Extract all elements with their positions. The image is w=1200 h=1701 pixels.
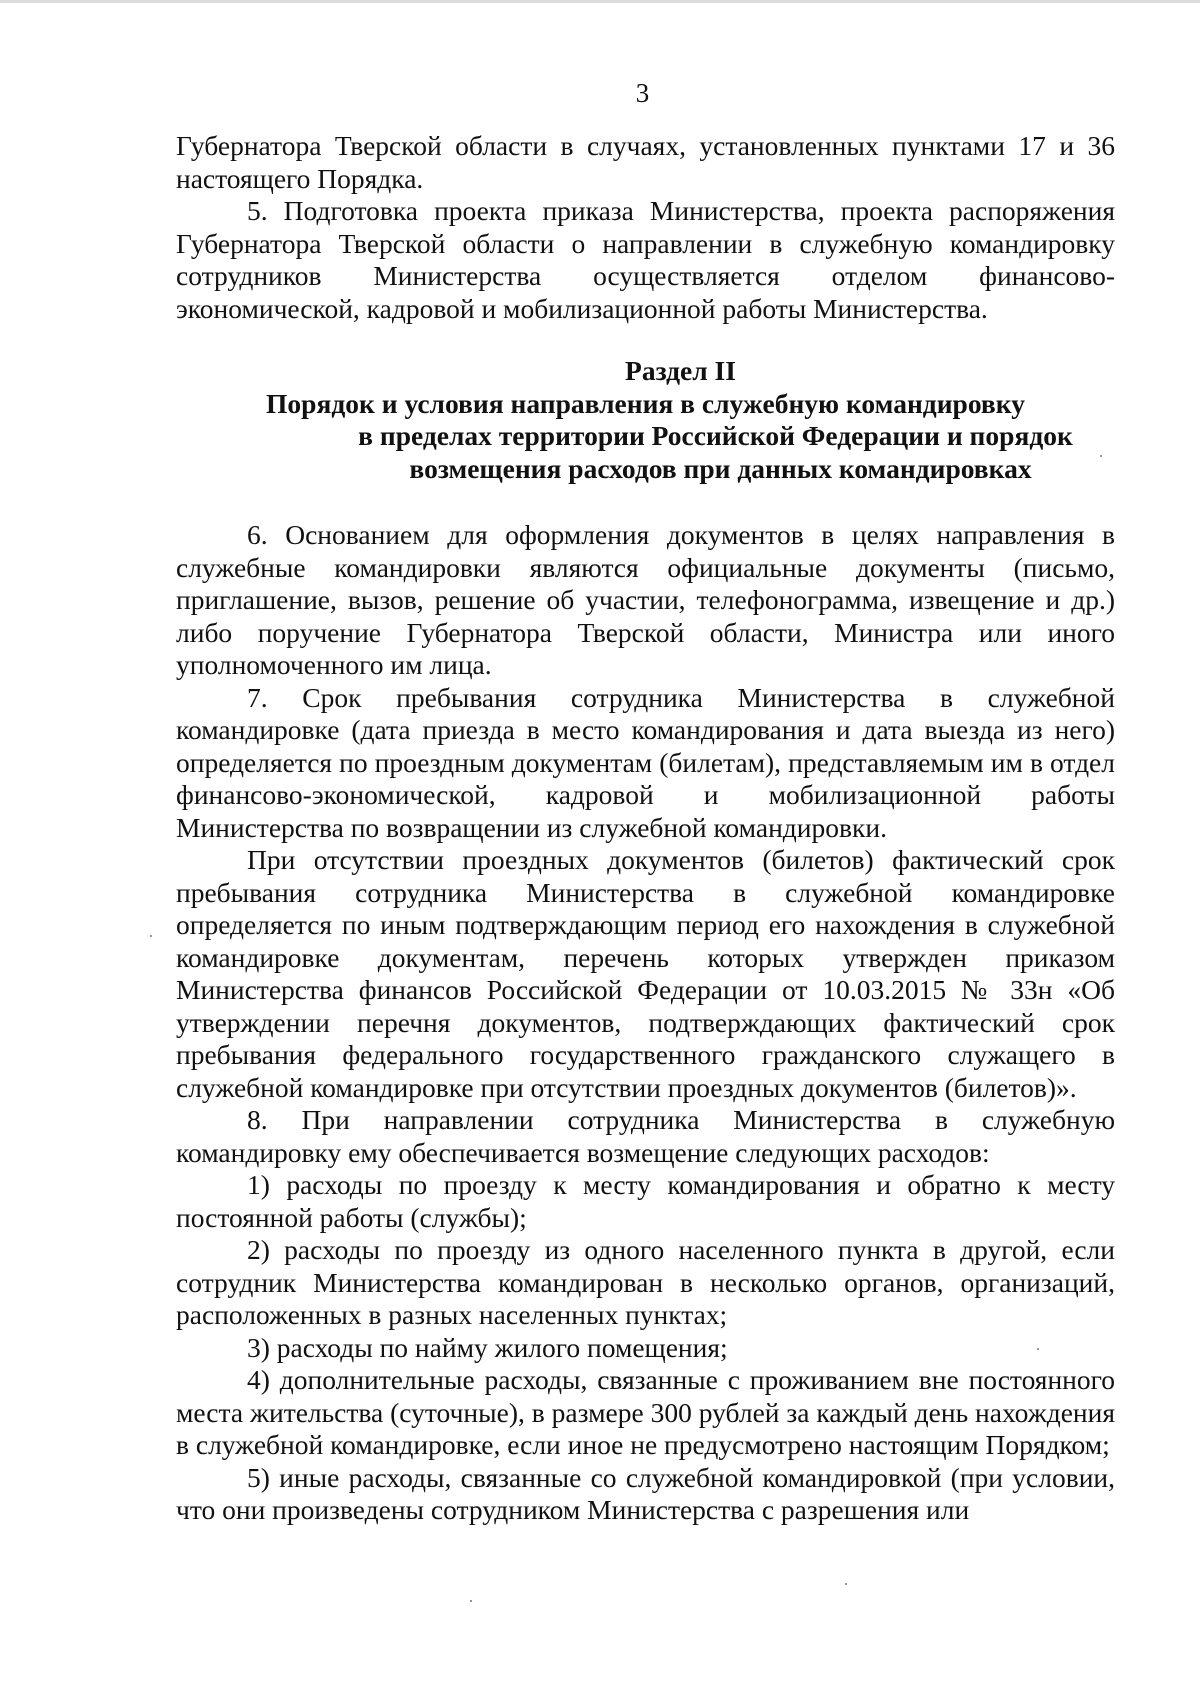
section-number: Раздел II <box>625 355 736 386</box>
list-item-4: 4) дополнительные расходы, связанные с проживанием вне постоянного места жительства (суточные), в размере 300 рублей за каждый день нахождения в служебной командировке, если иное не предусмотрено настоящим Порядком; <box>176 1364 1115 1460</box>
scan-speck <box>470 1600 472 1602</box>
section-title-line-1: Порядок и условия направления в служебную командировку <box>266 387 1025 419</box>
scan-top-edge <box>0 0 1200 3</box>
paragraph-8: 8. При направлении сотрудника Министерства в служебную командировку ему обеспечивается возмещение следующих расходов: <box>176 1104 1115 1168</box>
section-title-line-2: в пределах территории Российской Федерации и порядок <box>358 420 1073 451</box>
list-item-5: 5) иные расходы, связанные со служебной командировкой (при условии, что они произведены сотрудником Министерства с разрешения или <box>176 1461 1115 1525</box>
paragraph-6: 6. Основанием для оформления документов в целях направления в служебные командировки являются официальные документы (письмо, приглашение, вызов, решение об участии, телефонограмма, извещение и др.) либо поручение Губернатора Тверской области, Министра или иного уполномоченного им лица. <box>176 519 1115 680</box>
scan-speck <box>845 1583 847 1585</box>
scan-speck <box>150 935 152 937</box>
page-number: 3 <box>635 78 650 108</box>
paragraph-5: 5. Подготовка проекта приказа Министерства, проекта распоряжения Губернатора Тверской области о направлении в служебную командировку сотрудников Министерства осуществляется отделом финансово-экономической, кадровой и мобилизационной работы Министерства. <box>176 195 1115 324</box>
paragraph-7: 7. Срок пребывания сотрудника Министерства в служебной командировке (дата приезда в место командирования и дата выезда из него) определяется по проездным документам (билетам), представляемым им в отдел финансово-экономической, кадровой и мобилизационной работы Министерства по возвращении из служебной командировки. <box>176 681 1115 843</box>
scan-speck <box>1100 455 1102 457</box>
list-item-1: 1) расходы по проезду к месту командирования и обратно к месту постоянной работы (службы); <box>176 1169 1115 1233</box>
list-item-3: 3) расходы по найму жилого помещения; <box>247 1331 728 1363</box>
scan-speck <box>1037 1348 1039 1350</box>
section-heading <box>176 355 1115 485</box>
paragraph-continuation: Губернатора Тверской области в случаях, установленных пунктами 17 и 36 настоящего Порядка. <box>176 130 1115 194</box>
section-title-line-3: возмещения расходов при данных командировках <box>409 452 1032 484</box>
document-body <box>176 130 1115 1527</box>
list-item-2: 2) расходы по проезду из одного населенного пункта в другой, если сотрудник Министерства командирован в несколько органов, организаций, расположенных в разных населенных пунктах; <box>176 1234 1115 1330</box>
paragraph-7-part-2: При отсутствии проездных документов (билетов) фактический срок пребывания сотрудника Министерства в служебной командировке определяется по иным подтверждающим период его нахождения в служебной командировке документам, перечень которых утвержден приказом Министерства финансов Российской Федерации от 10.03.2015 № 33н «Об утверждении перечня документов, подтверждающих фактический срок пребывания федерального государственного гражданского служащего в служебной командировке при отсутствии проездных документов (билетов)». <box>176 844 1115 1103</box>
